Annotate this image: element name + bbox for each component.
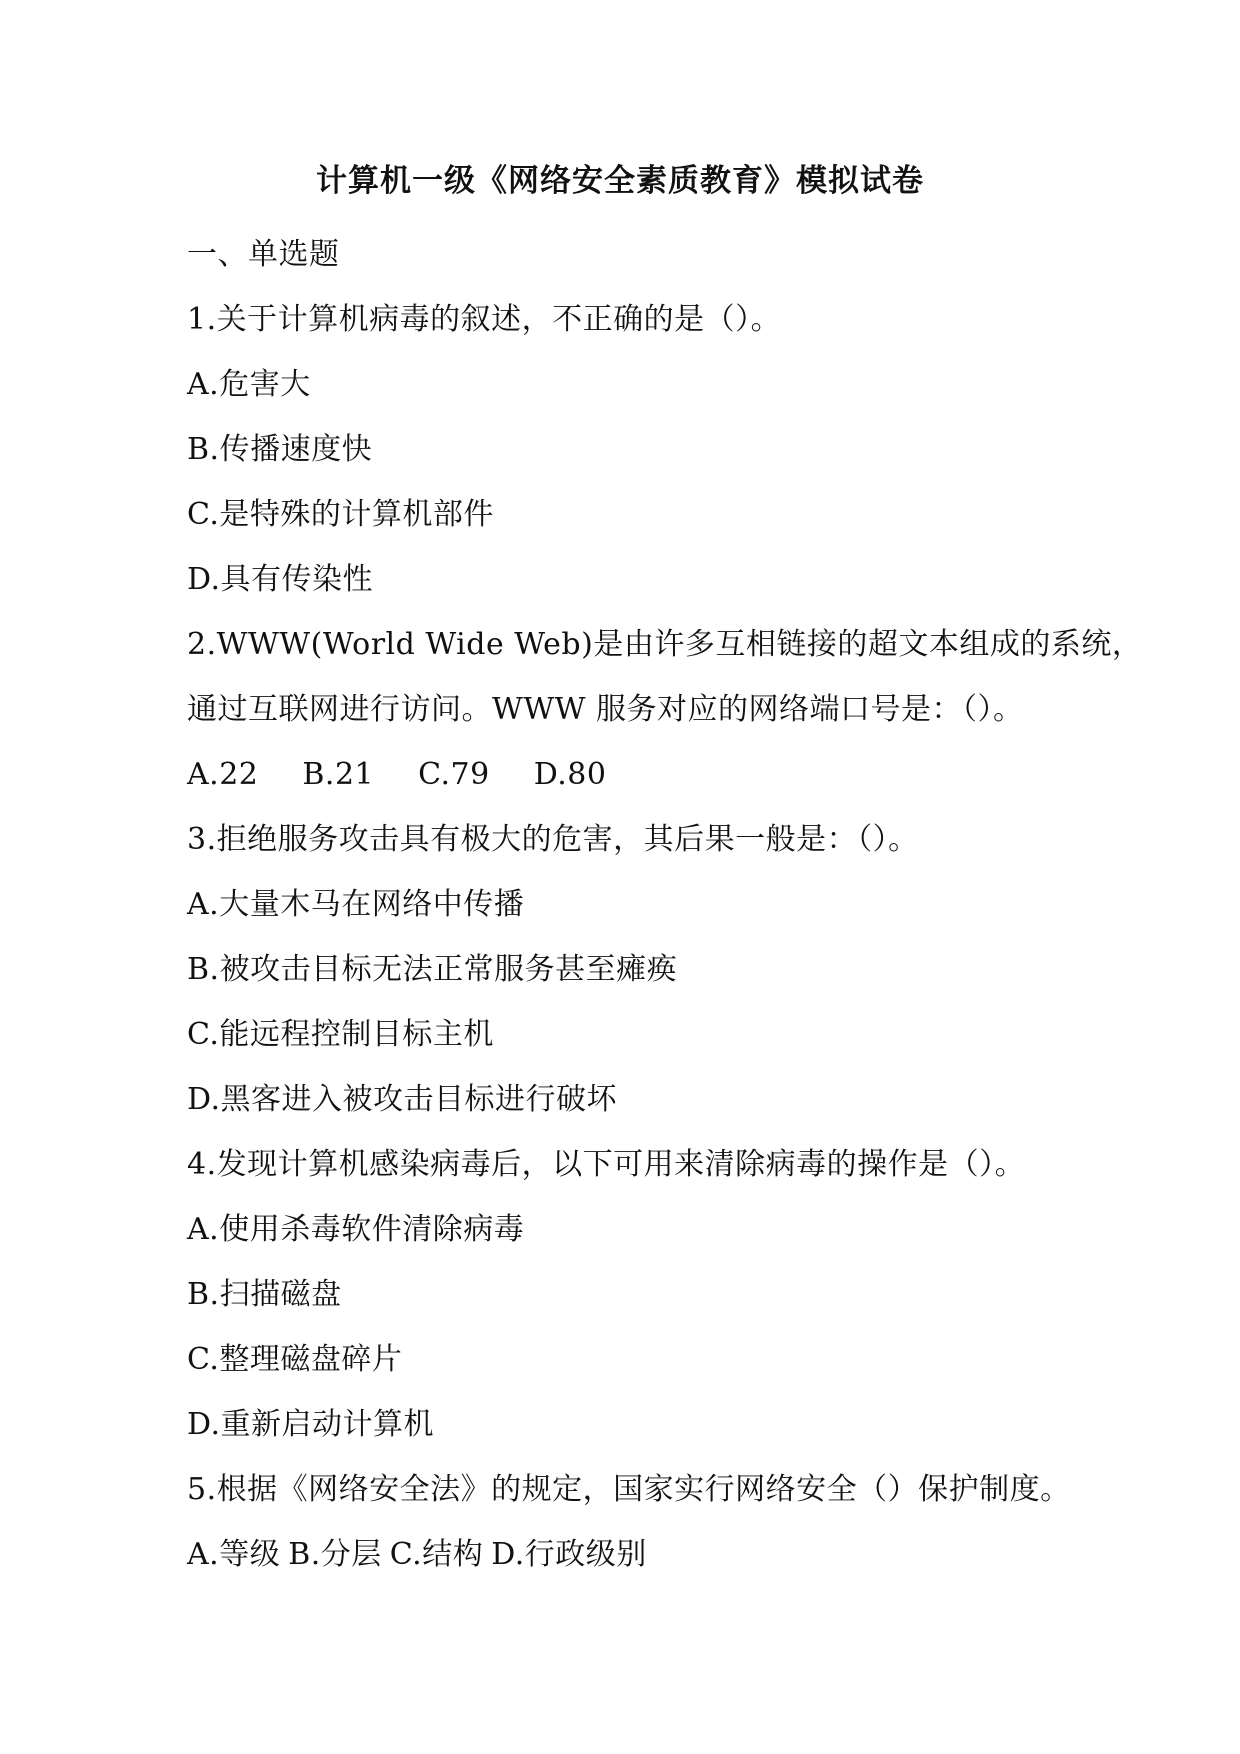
- question-5-option-c: C.结构: [389, 1537, 484, 1572]
- question-1-stem: 1.关于计算机病毒的叙述，不正确的是（）。: [187, 302, 782, 337]
- question-3-stem: 3.拒绝服务攻击具有极大的危害，其后果一般是：（）。: [187, 822, 919, 857]
- question-2-option-b: B.21: [302, 757, 375, 792]
- question-4-option-b: B.扫描磁盘: [187, 1277, 342, 1312]
- question-4-option-c: C.整理磁盘碎片: [187, 1342, 403, 1377]
- section-heading: 一、单选题: [187, 237, 340, 272]
- question-5-stem: 5.根据《网络安全法》的规定，国家实行网络安全（）保护制度。: [187, 1472, 1071, 1507]
- question-5-option-d: D.行政级别: [491, 1537, 647, 1572]
- question-5-option-a: A.等级: [187, 1537, 281, 1572]
- question-4-stem: 4.发现计算机感染病毒后，以下可用来清除病毒的操作是（）。: [187, 1147, 1026, 1182]
- question-1-option-d: D.具有传染性: [187, 562, 374, 597]
- question-5-options: [187, 1522, 1087, 1587]
- question-2-stem-line-2: 通过互联网进行访问。WWW 服务对应的网络端口号是：（）。: [187, 692, 1024, 727]
- question-2-option-c: C.79: [418, 757, 490, 792]
- question-2-options: [187, 742, 1087, 807]
- question-2-stem-line-1: 2.WWW(World Wide Web)是由许多互相链接的超文本组成的系统，: [187, 627, 1143, 662]
- question-3-option-a: A.大量木马在网络中传播: [187, 887, 525, 922]
- question-3-option-b: B.被攻击目标无法正常服务甚至瘫痪: [187, 952, 678, 987]
- exam-content: [187, 222, 1143, 1587]
- question-5-option-b: B.分层: [288, 1537, 382, 1572]
- question-4-option-a: A.使用杀毒软件清除病毒: [187, 1212, 525, 1247]
- question-1-option-b: B.传播速度快: [187, 432, 373, 467]
- question-3-option-d: D.黑客进入被攻击目标进行破坏: [187, 1082, 618, 1117]
- question-1-option-a: A.危害大: [187, 367, 311, 402]
- question-1-option-c: C.是特殊的计算机部件: [187, 497, 494, 532]
- page-title: 计算机一级《网络安全素质教育》模拟试卷: [316, 163, 924, 199]
- question-2-option-d: D.80: [533, 757, 607, 792]
- question-2-option-a: A.22: [187, 757, 259, 792]
- question-4-option-d: D.重新启动计算机: [187, 1407, 435, 1442]
- question-3-option-c: C.能远程控制目标主机: [187, 1017, 494, 1052]
